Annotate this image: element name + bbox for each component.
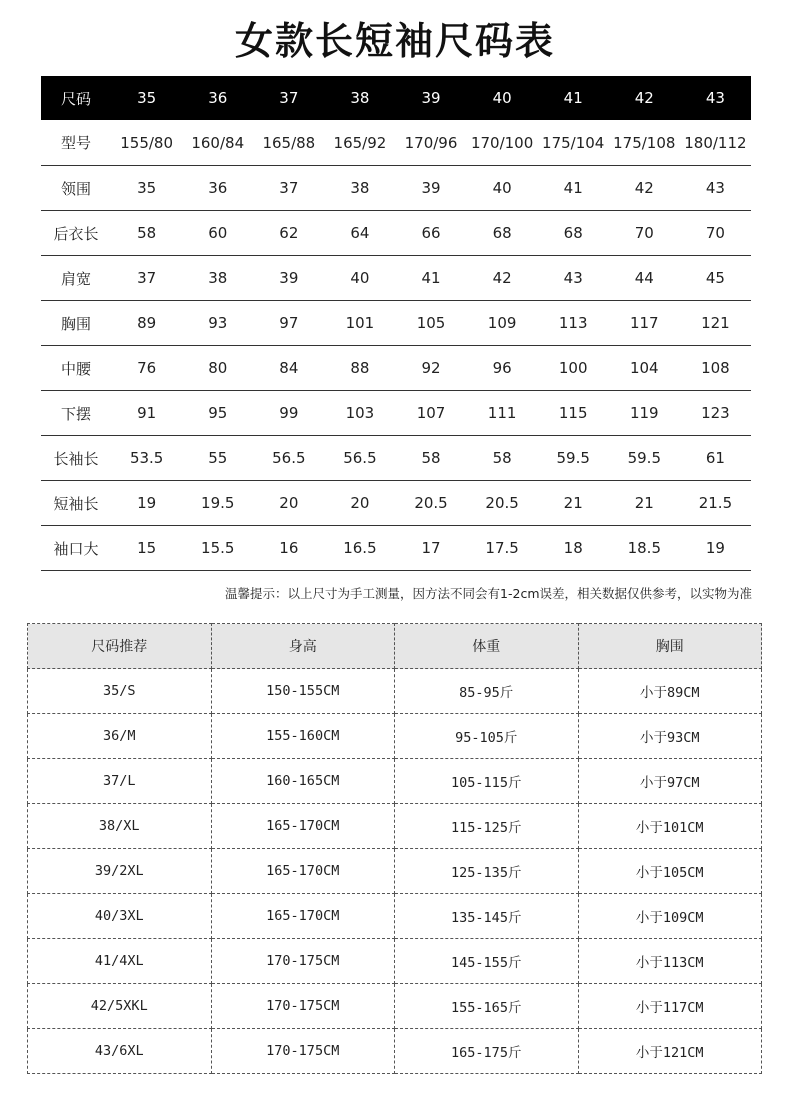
table-cell: 68 (538, 211, 609, 256)
page-title: 女款长短袖尺码表 (234, 19, 555, 63)
table-cell: 20.5 (467, 481, 538, 526)
table-cell: 39 (395, 166, 466, 211)
table-cell: 170/100 (467, 120, 538, 166)
table-cell: 41/4XL (28, 939, 212, 984)
table-row (41, 211, 751, 256)
table-cell: 107 (395, 391, 466, 436)
size-header-cell: 41 (538, 76, 609, 120)
size-header-cell: 40 (467, 76, 538, 120)
size-header-cell: 35 (111, 76, 182, 120)
table-cell: 15.5 (182, 526, 253, 571)
row-label: 袖口大 (41, 526, 111, 571)
recommend-header-row (28, 624, 762, 669)
table-cell: 43 (538, 256, 609, 301)
size-header-label: 尺码 (41, 76, 111, 120)
table-cell: 111 (467, 391, 538, 436)
table-cell: 58 (467, 436, 538, 481)
table-cell: 小于93CM (578, 714, 762, 759)
table-cell: 21 (538, 481, 609, 526)
size-header-cell: 37 (253, 76, 324, 120)
table-cell: 68 (467, 211, 538, 256)
table-cell: 96 (467, 346, 538, 391)
table-cell: 20 (324, 481, 395, 526)
table-cell: 100 (538, 346, 609, 391)
table-cell: 113 (538, 301, 609, 346)
row-label: 下摆 (41, 391, 111, 436)
table-cell: 21 (609, 481, 680, 526)
table-cell: 小于109CM (578, 894, 762, 939)
table-cell: 39/2XL (28, 849, 212, 894)
size-header-cell: 38 (324, 76, 395, 120)
table-cell: 64 (324, 211, 395, 256)
table-cell: 108 (680, 346, 751, 391)
table-cell: 56.5 (324, 436, 395, 481)
table-cell: 17 (395, 526, 466, 571)
table-cell: 80 (182, 346, 253, 391)
row-label: 后衣长 (41, 211, 111, 256)
table-cell: 89 (111, 301, 182, 346)
table-cell: 45 (680, 256, 751, 301)
table-cell: 41 (538, 166, 609, 211)
table-cell: 97 (253, 301, 324, 346)
table-cell: 105 (395, 301, 466, 346)
size-header-cell: 36 (182, 76, 253, 120)
table-cell: 20.5 (395, 481, 466, 526)
table-cell: 42/5XKL (28, 984, 212, 1029)
table-cell: 41 (395, 256, 466, 301)
table-row (28, 894, 762, 939)
table-cell: 165/88 (253, 120, 324, 166)
table-row (28, 849, 762, 894)
table-cell: 70 (680, 211, 751, 256)
table-cell: 170/96 (395, 120, 466, 166)
table-cell: 16 (253, 526, 324, 571)
table-cell: 40 (324, 256, 395, 301)
table-cell: 170-175CM (211, 1029, 395, 1074)
table-cell: 170-175CM (211, 984, 395, 1029)
table-cell: 103 (324, 391, 395, 436)
table-cell: 119 (609, 391, 680, 436)
recommend-body (28, 669, 762, 1074)
recommend-header-cell: 体重 (395, 624, 579, 669)
table-cell: 88 (324, 346, 395, 391)
table-cell: 19 (111, 481, 182, 526)
table-cell: 60 (182, 211, 253, 256)
table-cell: 155-160CM (211, 714, 395, 759)
table-cell: 76 (111, 346, 182, 391)
table-cell: 155-165斤 (395, 984, 579, 1029)
table-row (28, 984, 762, 1029)
table-cell: 109 (467, 301, 538, 346)
table-cell: 85-95斤 (395, 669, 579, 714)
row-label: 领围 (41, 166, 111, 211)
table-cell: 99 (253, 391, 324, 436)
table-row (41, 481, 751, 526)
table-cell: 160-165CM (211, 759, 395, 804)
table-cell: 21.5 (680, 481, 751, 526)
table-cell: 180/112 (680, 120, 751, 166)
table-cell: 59.5 (538, 436, 609, 481)
table-cell: 44 (609, 256, 680, 301)
table-cell: 15 (111, 526, 182, 571)
table-cell: 小于117CM (578, 984, 762, 1029)
table-cell: 125-135斤 (395, 849, 579, 894)
table-cell: 43/6XL (28, 1029, 212, 1074)
table-cell: 105-115斤 (395, 759, 579, 804)
table-cell: 117 (609, 301, 680, 346)
table-cell: 19 (680, 526, 751, 571)
table-cell: 91 (111, 391, 182, 436)
table-cell: 小于105CM (578, 849, 762, 894)
table-cell: 123 (680, 391, 751, 436)
table-cell: 小于101CM (578, 804, 762, 849)
table-cell: 18.5 (609, 526, 680, 571)
row-label: 胸围 (41, 301, 111, 346)
table-row (28, 669, 762, 714)
table-cell: 38 (324, 166, 395, 211)
recommend-header-cell: 身高 (211, 624, 395, 669)
table-cell: 37/L (28, 759, 212, 804)
table-row (28, 759, 762, 804)
table-row (28, 714, 762, 759)
table-cell: 58 (395, 436, 466, 481)
table-cell: 16.5 (324, 526, 395, 571)
table-cell: 135-145斤 (395, 894, 579, 939)
table-cell: 175/104 (538, 120, 609, 166)
table-cell: 84 (253, 346, 324, 391)
row-label: 短袖长 (41, 481, 111, 526)
table-cell: 小于97CM (578, 759, 762, 804)
size-header-cell: 39 (395, 76, 466, 120)
table-cell: 165-170CM (211, 804, 395, 849)
table-cell: 62 (253, 211, 324, 256)
table-cell: 104 (609, 346, 680, 391)
row-label: 肩宽 (41, 256, 111, 301)
size-header-row (41, 76, 751, 120)
table-cell: 42 (467, 256, 538, 301)
table-row (28, 1029, 762, 1074)
table-cell: 95 (182, 391, 253, 436)
table-row (41, 526, 751, 571)
table-cell: 165/92 (324, 120, 395, 166)
size-chart-table (41, 76, 751, 571)
table-cell: 43 (680, 166, 751, 211)
table-cell: 56.5 (253, 436, 324, 481)
table-row (41, 166, 751, 211)
table-cell: 165-175斤 (395, 1029, 579, 1074)
row-label: 长袖长 (41, 436, 111, 481)
table-cell: 58 (111, 211, 182, 256)
table-cell: 38/XL (28, 804, 212, 849)
table-cell: 175/108 (609, 120, 680, 166)
table-cell: 35/S (28, 669, 212, 714)
table-cell: 36 (182, 166, 253, 211)
table-cell: 40 (467, 166, 538, 211)
table-cell: 160/84 (182, 120, 253, 166)
size-recommendation-table (27, 623, 762, 1074)
recommend-header-cell: 尺码推荐 (28, 624, 212, 669)
table-cell: 155/80 (111, 120, 182, 166)
table-cell: 20 (253, 481, 324, 526)
table-cell: 115-125斤 (395, 804, 579, 849)
table-row (41, 256, 751, 301)
size-chart-body (41, 120, 751, 571)
table-cell: 101 (324, 301, 395, 346)
table-cell: 36/M (28, 714, 212, 759)
table-cell: 92 (395, 346, 466, 391)
table-cell: 165-170CM (211, 894, 395, 939)
table-cell: 37 (253, 166, 324, 211)
table-cell: 59.5 (609, 436, 680, 481)
table-row (41, 120, 751, 166)
table-cell: 165-170CM (211, 849, 395, 894)
table-cell: 170-175CM (211, 939, 395, 984)
table-row (28, 939, 762, 984)
table-cell: 37 (111, 256, 182, 301)
table-cell: 150-155CM (211, 669, 395, 714)
size-header-cell: 42 (609, 76, 680, 120)
table-cell: 53.5 (111, 436, 182, 481)
table-cell: 145-155斤 (395, 939, 579, 984)
table-cell: 93 (182, 301, 253, 346)
table-row (28, 804, 762, 849)
table-cell: 38 (182, 256, 253, 301)
table-cell: 121 (680, 301, 751, 346)
measurement-tip: 温馨提示：以上尺寸为手工测量，因方法不同会有1-2cm误差，相关数据仅供参考，以实物为准 (225, 586, 752, 601)
table-cell: 40/3XL (28, 894, 212, 939)
table-cell: 70 (609, 211, 680, 256)
table-row (41, 301, 751, 346)
table-cell: 17.5 (467, 526, 538, 571)
table-row (41, 346, 751, 391)
table-cell: 61 (680, 436, 751, 481)
table-cell: 39 (253, 256, 324, 301)
row-label: 中腰 (41, 346, 111, 391)
table-cell: 55 (182, 436, 253, 481)
table-cell: 18 (538, 526, 609, 571)
table-cell: 95-105斤 (395, 714, 579, 759)
row-label: 型号 (41, 120, 111, 166)
table-row (41, 436, 751, 481)
table-cell: 小于121CM (578, 1029, 762, 1074)
table-cell: 115 (538, 391, 609, 436)
recommend-header-cell: 胸围 (578, 624, 762, 669)
table-cell: 小于89CM (578, 669, 762, 714)
table-row (41, 391, 751, 436)
table-cell: 19.5 (182, 481, 253, 526)
table-cell: 42 (609, 166, 680, 211)
table-cell: 66 (395, 211, 466, 256)
table-cell: 小于113CM (578, 939, 762, 984)
size-header-cell: 43 (680, 76, 751, 120)
table-cell: 35 (111, 166, 182, 211)
